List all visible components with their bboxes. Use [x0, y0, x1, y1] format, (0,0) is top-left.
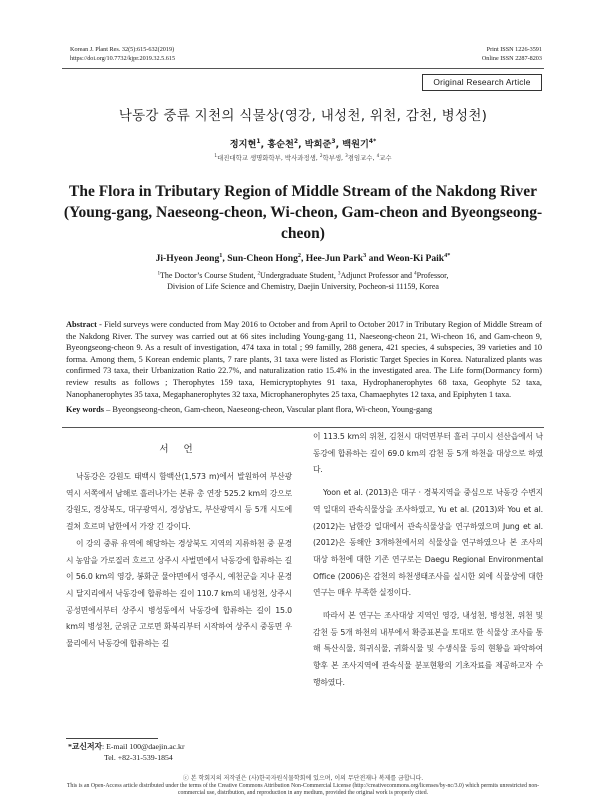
affiliation-marker: 1	[157, 270, 161, 277]
keywords-label: Key words	[66, 405, 105, 414]
affiliation-text: Adjunct Professor and	[340, 271, 415, 280]
print-issn: Print ISSN 1226-3591	[486, 46, 542, 53]
affiliation-text: 학부생,	[322, 154, 344, 162]
copyright-notice: ⓒ 본 학회지의 저작권은 (사)한국자원식물학회에 있으며, 이의 무단전재나 복제를 금합니다.	[182, 775, 424, 782]
korean-authors: 정지현$^1$, 홍순천$^2$, 박희준$^3$, 백원기$^{4*}$	[229, 137, 377, 150]
author-name: 홍순천	[267, 139, 294, 150]
license-notice: This is an Open-Access article distributed under the terms of the Creative Commons Attribution Non-Commercial License (http://creativecommons.org/licenses/by-nc/3.0) which permits unrestricted non-commercial use, distribution, and reproduction in any medium, provided the original work is properly cited.	[66, 783, 540, 797]
section-heading-introduction: 서 언	[159, 444, 199, 455]
footnote-label: *교신저자	[68, 742, 103, 751]
journal-citation: Korean J. Plant Res. 32(5):615-632(2019)	[70, 46, 175, 53]
english-title: The Flora in Tributary Region of Middle Stream of the Nakdong River (Young-gang, Naeseong-cheon, Wi-cheon, Gam-cheon and Byeongseong-cheon)	[63, 183, 543, 242]
keywords	[66, 404, 542, 416]
right-column	[313, 429, 543, 692]
affiliation-text: Undergraduate Student,	[260, 271, 338, 280]
body-paragraph: 따라서 본 연구는 조사대상 지역인 영강, 내성천, 병성천, 위천 및 감천 등 5개 하천의 내부에서 확증표본을 토대로 한 식물상 조사를 통해 특산식물, 희귀식물, 귀화식물 및 수생식물 등의 현황을 파악하여 향후 본 조사지역에 관속식물 분포현황의 기초자료를 제공하고자 수행하였다.	[313, 611, 543, 687]
author-affiliation-marker: 4*	[444, 251, 451, 259]
affiliation-marker: 1	[214, 152, 218, 158]
article-type-badge: Original Research Article	[422, 74, 542, 91]
korean-title: 낙동강 중류 지천의 식물상(영강, 내성천, 위천, 감천, 병성천)	[118, 108, 488, 124]
body-paragraph: 이 113.5 km의 위천, 김천시 대덕면부터 흘러 구미시 선산읍에서 낙동강에 합류하는 길이 69.0 km의 감천 등 5개 하천을 대상으로 하였다.	[313, 432, 543, 475]
english-authors: Ji-Hyeon Jeong$^1$, Sun-Cheon Hong$^2$, Hee-Jun Park$^3$ and Weon-Ki Paik$^{4*}$	[155, 251, 451, 264]
author-affiliation-marker: 3	[331, 137, 336, 145]
author-name: 박희준	[304, 139, 332, 150]
author-affiliation-marker: 3	[363, 251, 367, 259]
keywords-divider	[62, 427, 544, 428]
affiliation-text: The Doctor’s Course Student,	[160, 271, 258, 280]
korean-affiliations	[62, 153, 544, 162]
affiliation-text: 겸임교수,	[347, 154, 375, 162]
english-affiliation-line1	[62, 271, 544, 282]
affiliation-text: 대진대학교 생명화학부, 박사과정생,	[217, 154, 318, 162]
author-name: Sun-Cheon Hong	[227, 253, 298, 264]
affiliation-text: Professor,	[416, 271, 449, 280]
body-paragraph: Yoon et al. (2013)은 대구 · 경북지역을 중심으로 낙동강 수변지역 일대의 관속식물상을 조사하였고, Yu et al. (2013)와 You et al. (2012)는 남한강 일대에서 관속식물상을 연구하였으며 Jung et al. (2012)은 동해안 3개하천에서의 식물상을 연구하였으나 본 조사의 대상 하천에 대한 기존 연구로는 Daegu Regional Environmental Office (2006)은 감천의 하천생태조사를 실시한 외에 식물상에 대한 연구는 매우 부족한 실정이다.	[313, 488, 543, 598]
affiliation-marker: 3	[345, 152, 348, 158]
corresponding-author-footnote	[68, 741, 185, 763]
abstract-label: Abstract	[66, 320, 97, 329]
author-name: Ji-Hyeon Jeong	[155, 253, 220, 264]
affiliation-marker: 2	[257, 270, 261, 277]
body-paragraph: 낙동강은 강원도 태백시 함백산(1,573 m)에서 발원하여 부산광역시 서쪽에서 남해로 흘러나가는 본류 총 연장 525.2 km의 강으로 강원도, 경상북도, 대구광역시, 경상남도, 부산광역시 등 5개 시도에 걸쳐 흐르며 남한에서 가장 긴 강이다.	[66, 472, 292, 532]
affiliation-text: 교수	[379, 154, 392, 162]
author-affiliation-marker: 4*	[368, 137, 377, 145]
header-divider	[62, 68, 544, 69]
affiliation-marker: 2	[319, 152, 323, 158]
body-paragraph: 이 강의 중류 유역에 해당하는 경상북도 지역의 지류하천 중 문경시 농암을 가로질러 흐르고 상주시 사벌면에서 낙동강에 합류하는 길이 56.0 km의 영강, 봉화군 물야면에서 영주시, 예천군을 지나 문경시 달지리에서 낙동강에 합류하는 길이 110.7 km의 내성천, 상주시 공성면에서부터 상주시 병성동에서 낙동강에 합류하는 길이 15.0 km의 병성천, 군위군 고로면 화북리부터 시작하여 상주시 중동면 우물리에서 낙동강에 합류하는 길	[66, 538, 292, 649]
abstract-text: - Field surveys were conducted from May 2016 to October and from April to October 2017 in Tributary Region of Middle Stream of the Nakdong River. The survey was carried out at 66 sites including Young-gang 11, Naeseong-cheon 21, Wi-cheon 16, and Gam-cheon 9, Byeongseong-cheon 9. As a result of investigation, 474 taxa in total ; 99 familly, 288 genera, 421 species, 4 subspecies, 39 varieties and 10 forma. Among them, 5 Korean endemic plants, 7 rare plants, 31 taxa were listed as Floristic Target Species in Korea. Naturalized plants was confirmed 73 taxa, their Urbanization Ratio 22.7%, and naturalization ratio 15.4% in the investigated area. The Life form(Dormancy form) review results as follows ; Therophytes 159 taxa, Hemicryptophytes 91 taxa, Hydrophanerophytes 68 taxa, Geophyte 52 taxa, Nanophanerophytes 35 taxa, Megaphanerophytes 32 taxa, Microphanerophytes 25 taxa, Chamaephytes 12 taxa, and Epiphyten 1 taxa.	[66, 320, 542, 399]
author-affiliation-marker: 1	[256, 137, 261, 145]
author-name: Weon-Ki Paik	[386, 253, 445, 264]
author-affiliation-marker: 2	[293, 137, 299, 145]
affiliation-marker: 3	[337, 270, 341, 277]
doi-link[interactable]: https://doi.org/10.7732/kjpr.2019.32.5.615	[70, 54, 176, 62]
author-name: 백원기	[342, 139, 369, 150]
footnote-email: : E-mail 100@daejin.ac.kr	[102, 742, 185, 751]
online-issn: Online ISSN 2287-8203	[481, 54, 542, 62]
abstract	[66, 319, 542, 400]
english-affiliation-line2: Division of Life Science and Chemistry, Daejin University, Pocheon-si 11159, Korea	[167, 281, 439, 291]
journal-header-right	[482, 46, 542, 63]
journal-header-left	[70, 46, 175, 63]
author-name: Hee-Jun Park	[305, 253, 364, 264]
affiliation-marker: 4	[376, 152, 380, 158]
author-affiliation-marker: 2	[297, 251, 301, 259]
affiliation-marker: 4	[414, 270, 417, 277]
footnote-tel: Tel. +82-31-539-1854	[104, 753, 173, 762]
left-column	[66, 469, 292, 653]
footnote-divider	[66, 738, 158, 739]
english-affiliations	[62, 271, 544, 292]
author-name: 정지현	[229, 139, 257, 150]
author-affiliation-marker: 1	[219, 251, 223, 259]
keywords-text: – Byeongseong-cheon, Gam-cheon, Naeseong-cheon, Vascular plant flora, Wi-cheon, Young-gang	[104, 405, 433, 414]
